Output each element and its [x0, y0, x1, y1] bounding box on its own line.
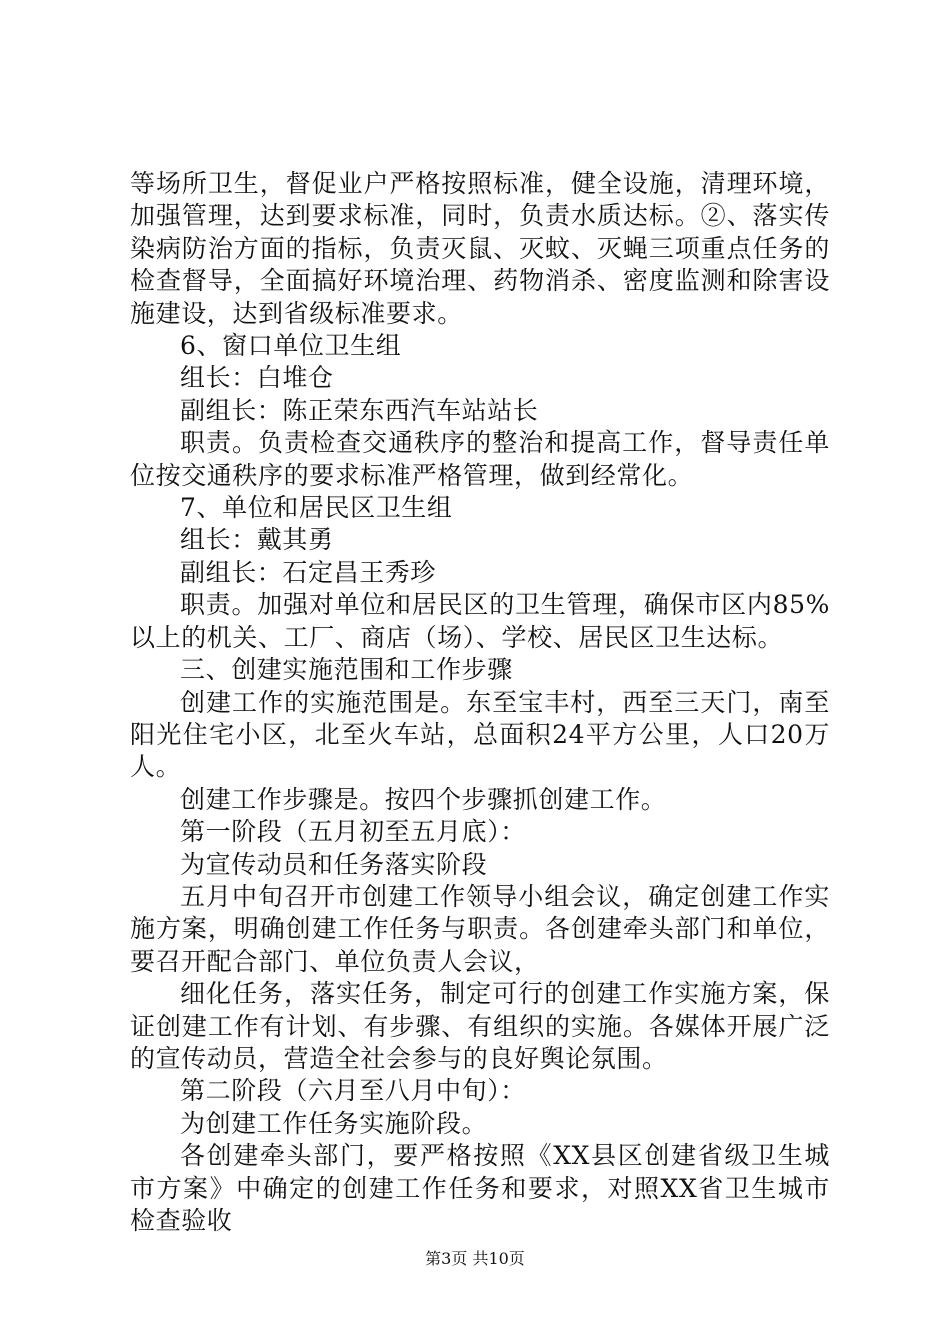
paragraph-5: 职责。负责检查交通秩序的整治和提高工作，督导责任单位按交通秩序的要求标准严格管理，做到经常化。 — [130, 428, 830, 490]
paragraph-9: 职责。加强对单位和居民区的卫生管理，确保市区内85%以上的机关、工厂、商店（场）、学校、居民区卫生达标。 — [130, 590, 830, 652]
page-number-footer: 第3页 共10页 — [425, 1249, 525, 1268]
paragraph-15: 五月中旬召开市创建工作领导小组会议，确定创建工作实施方案，明确创建工作任务与职责。各创建牵头部门和单位，要召开配合部门、单位负责人会议， — [130, 881, 830, 976]
paragraph-7: 组长：戴其勇 — [180, 525, 334, 555]
paragraph-6: 7、单位和居民区卫生组 — [180, 493, 453, 523]
section-heading: 三、创建实施范围和工作步骤 — [180, 655, 513, 685]
paragraph-4: 副组长：陈正荣东西汽车站站长 — [180, 395, 539, 425]
paragraph-12: 创建工作步骤是。按四个步骤抓创建工作。 — [180, 784, 667, 814]
paragraph-8: 副组长：石定昌王秀珍 — [180, 557, 437, 587]
paragraph-11: 创建工作的实施范围是。东至宝丰村，西至三天门，南至阳光住宅小区，北至火车站，总面积24平方公里，人口20万人。 — [130, 687, 830, 782]
paragraph-14: 为宣传动员和任务落实阶段 — [180, 849, 488, 879]
paragraph-18: 为创建工作任务实施阶段。 — [180, 1108, 488, 1138]
paragraph-1: 等场所卫生，督促业户严格按照标准，健全设施，清理环境，加强管理，达到要求标准，同时，负责水质达标。②、落实传染病防治方面的指标，负责灭鼠、灭蚊、灭蝇三项重点任务的检查督导，全面搞好环境治理、药物消杀、密度监测和除害设施建设，达到省级标准要求。 — [130, 169, 830, 328]
paragraph-19: 各创建牵头部门，要严格按照《XX县区创建省级卫生城市方案》中确定的创建工作任务和要求，对照XX省卫生城市检查验收 — [130, 1141, 830, 1235]
paragraph-2: 6、窗口单位卫生组 — [180, 331, 402, 361]
paragraph-3: 组长：白堆仓 — [180, 363, 334, 393]
paragraph-13: 第一阶段（五月初至五月底）： — [180, 817, 526, 847]
paragraph-17: 第二阶段（六月至八月中旬）： — [180, 1076, 526, 1106]
document-body — [130, 168, 830, 1237]
paragraph-16: 细化任务，落实任务，制定可行的创建工作实施方案，保证创建工作有计划、有步骤、有组织的实施。各媒体开展广泛的宣传动员，营造全社会参与的良好舆论氛围。 — [130, 979, 830, 1073]
